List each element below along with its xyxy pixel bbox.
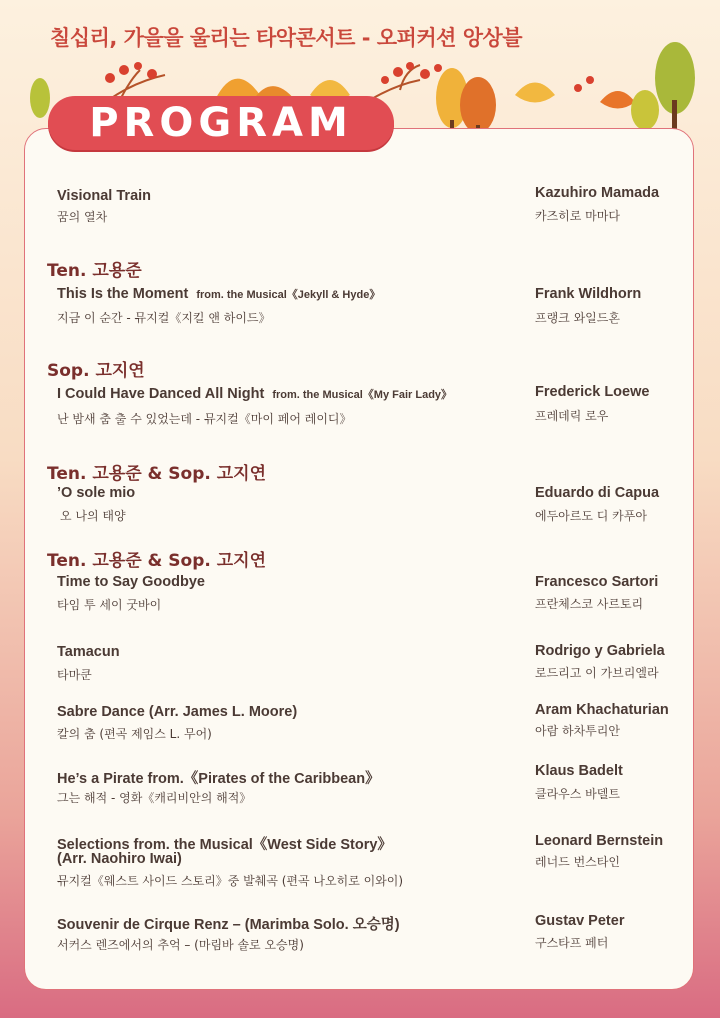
- concert-title: 칠십리, 가을을 울리는 타악콘서트 - 오퍼커션 앙상블: [50, 26, 523, 50]
- composer-name-ko: 레너드 번스타인: [535, 855, 620, 869]
- piece-title-ko: 칼의 춤 (편곡 제임스 L. 무어): [57, 727, 212, 741]
- piece-title-ko: 타임 투 세이 굿바이: [57, 598, 162, 612]
- composer-name-ko: 구스타프 페터: [535, 936, 609, 950]
- piece-title-ko: 오 나의 태양: [60, 509, 126, 523]
- composer-name: Klaus Badelt: [535, 763, 623, 779]
- piece-title-ko: 그는 해적 - 영화《캐리비안의 해적》: [57, 791, 252, 805]
- composer-name-ko: 프랭크 와일드혼: [535, 311, 620, 325]
- piece-title: I Could Have Danced All Night from. the Musical《My Fair Lady》: [57, 386, 453, 402]
- composer-name-ko: 클라우스 바델트: [535, 787, 620, 801]
- program-badge: [48, 96, 394, 150]
- section-heading: Ten. 고용준: [47, 261, 142, 281]
- piece-title-line2: (Arr. Naohiro Iwai): [57, 851, 182, 867]
- composer-name: Leonard Bernstein: [535, 833, 664, 849]
- composer-name: Gustav Peter: [535, 913, 625, 929]
- piece-title: Selections from. the Musical《West Side Story》: [57, 837, 392, 853]
- piece-title: Time to Say Goodbye: [57, 574, 205, 590]
- section-heading: Sop. 고지연: [47, 361, 145, 381]
- piece-title: Visional Train: [57, 188, 152, 204]
- composer-name: Aram Khachaturian: [535, 702, 669, 718]
- piece-title-ko: 지금 이 순간 - 뮤지컬《지킬 앤 하이드》: [57, 311, 271, 325]
- program-heading: PROGRAM: [89, 100, 353, 146]
- composer-name: Rodrigo y Gabriela: [535, 643, 665, 659]
- section-heading: Ten. 고용준 & Sop. 고지연: [47, 464, 267, 484]
- composer-name: Frank Wildhorn: [535, 286, 642, 302]
- composer-name-ko: 아람 하차투리안: [535, 724, 620, 738]
- piece-title-ko: 서커스 렌즈에서의 추억 – (마림바 솔로 오승명): [57, 938, 304, 952]
- piece-title: Sabre Dance (Arr. James L. Moore): [57, 704, 298, 720]
- composer-name: Francesco Sartori: [535, 574, 659, 590]
- piece-title: Souvenir de Cirque Renz – (Marimba Solo. 오승명): [57, 917, 400, 933]
- piece-title: This Is the Moment from. the Musical《Jekyll & Hyde》: [57, 286, 381, 302]
- composer-name-ko: 프란체스코 사르토리: [535, 597, 644, 611]
- composer-name-ko: 프레데릭 로우: [535, 409, 609, 423]
- piece-title-ko: 타마쿤: [57, 668, 92, 682]
- piece-title: ’O sole mio: [57, 485, 136, 501]
- composer-name: Eduardo di Capua: [535, 485, 660, 501]
- piece-title-ko: 뮤지컬《웨스트 사이드 스토리》중 발췌곡 (편곡 나오히로 이와이): [57, 874, 404, 888]
- composer-name-ko: 로드리고 이 가브리엘라: [535, 666, 659, 680]
- piece-title-ko: 난 밤새 춤 출 수 있었는데 - 뮤지컬《마이 페어 레이디》: [57, 412, 352, 426]
- piece-title: Tamacun: [57, 644, 120, 660]
- section-heading: Ten. 고용준 & Sop. 고지연: [47, 551, 267, 571]
- composer-name: Kazuhiro Mamada: [535, 185, 660, 201]
- composer-name-ko: 카즈히로 마마다: [535, 209, 620, 223]
- piece-title-ko: 꿈의 열차: [57, 210, 108, 224]
- composer-name: Frederick Loewe: [535, 384, 650, 400]
- composer-name-ko: 에두아르도 디 카푸아: [535, 509, 647, 523]
- piece-title: He’s a Pirate from.《Pirates of the Caribbean》: [57, 771, 380, 787]
